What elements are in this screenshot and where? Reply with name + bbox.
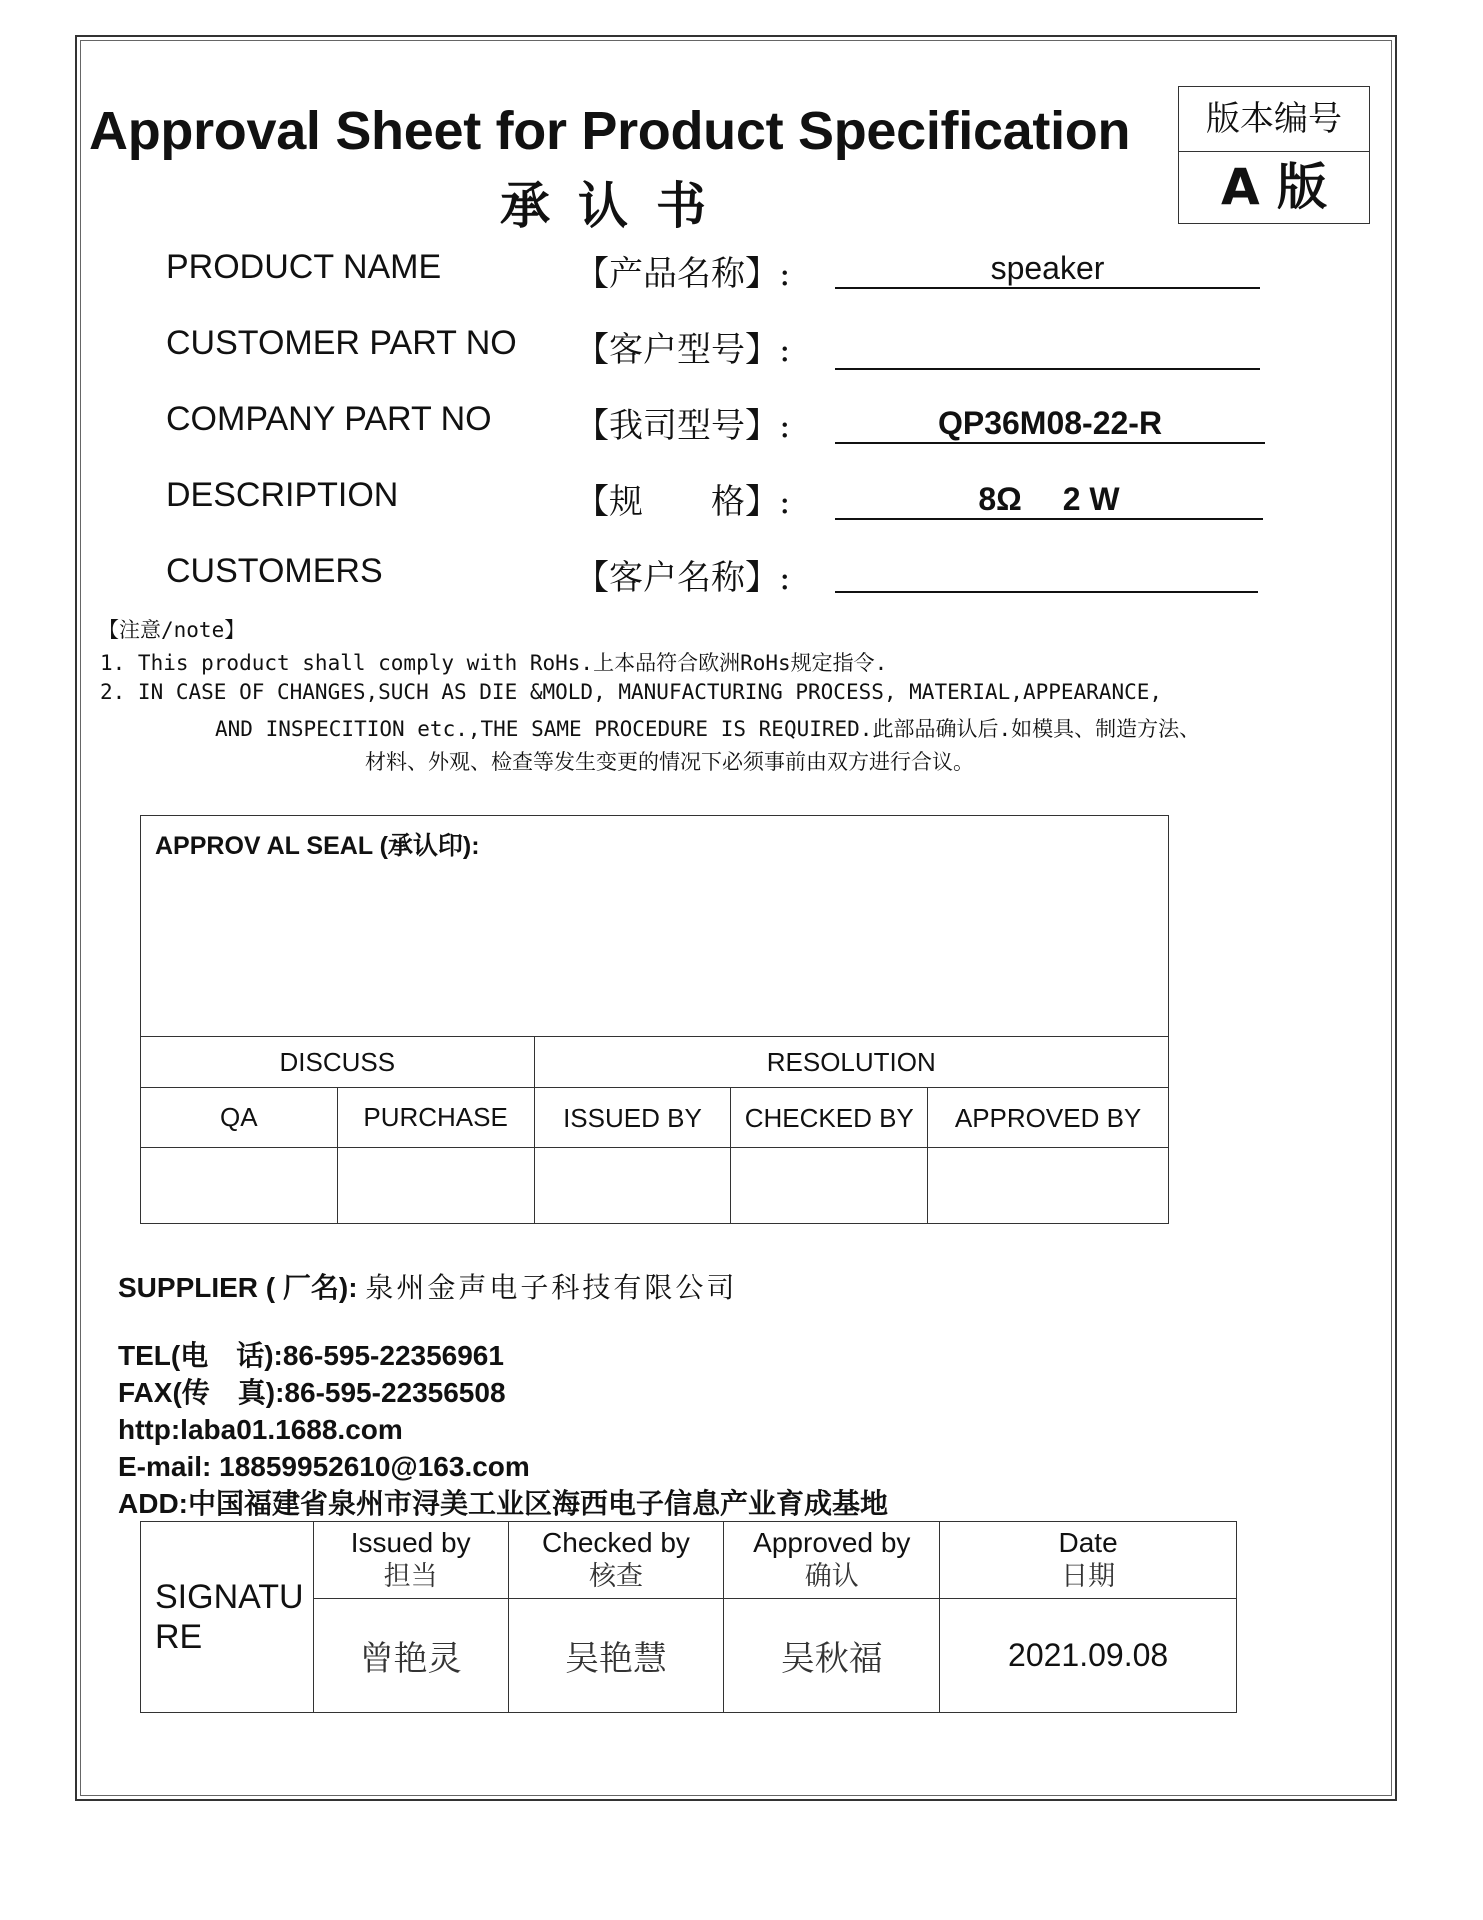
version-label: 版本编号 (1179, 87, 1369, 152)
purchase-cell (337, 1148, 534, 1224)
checked-by-header: CHECKED BY (731, 1088, 928, 1148)
field-value-product-name: speaker (835, 249, 1260, 289)
qa-header: QA (141, 1088, 338, 1148)
note-item-2-line-2: AND INSPECITION etc.,THE SAME PROCEDURE IS REQUIRED.此部品确认后.如模具、制造方法、 (215, 717, 1201, 741)
purchase-header: PURCHASE (337, 1088, 534, 1148)
field-label-customer-part-no-cn: 【客户型号】: (575, 330, 791, 370)
sig-header-date (940, 1522, 1237, 1599)
document-title: Approval Sheet for Product Specification (89, 101, 1131, 161)
sig-issued-name: 曾艳灵 (313, 1599, 508, 1713)
field-label-product-name: PRODUCT NAME (166, 248, 442, 286)
signature-label: SIGNATURE (141, 1522, 314, 1713)
sig-header-approved-cn: 确认 (804, 1561, 859, 1592)
note-item-2-line-1: 2. IN CASE OF CHANGES,SUCH AS DIE &MOLD, MANUFACTURING PROCESS, MATERIAL,APPEARANCE, (100, 680, 1163, 704)
supplier-tel: TEL(电 话):86-595-22356961 (118, 1340, 504, 1371)
sig-header-checked-en: Checked by (542, 1527, 690, 1558)
supplier-address: ADD:中国福建省泉州市浔美工业区海西电子信息产业育成基地 (118, 1488, 888, 1519)
field-label-customer-part-no: CUSTOMER PART NO (166, 324, 517, 362)
field-label-customers: CUSTOMERS (166, 552, 383, 590)
approval-seal-label: APPROV AL SEAL (承认印): (155, 832, 480, 860)
field-value-customers (835, 553, 1258, 593)
sig-checked-name: 吴艳慧 (508, 1599, 724, 1713)
sig-header-date-en: Date (1058, 1527, 1118, 1558)
field-label-customers-cn: 【客户名称】: (575, 558, 791, 598)
checked-by-cell (731, 1148, 928, 1224)
field-value-customer-part-no (835, 330, 1260, 370)
signature-table (140, 1521, 1237, 1713)
approval-seal-cell (141, 816, 1169, 1037)
note-item-1: 1. This product shall comply with RoHs.上本品符合欧洲RoHs规定指令. (100, 651, 888, 675)
sig-header-approved (724, 1522, 940, 1599)
qa-cell (141, 1148, 338, 1224)
field-label-product-name-cn: 【产品名称】: (575, 254, 791, 294)
supplier-label: SUPPLIER ( 厂名): (118, 1272, 358, 1303)
note-item-2-line-3: 材料、外观、检查等发生变更的情况下必须事前由双方进行合议。 (365, 750, 974, 774)
field-value-company-part-no: QP36M08-22-R (835, 404, 1265, 444)
field-label-description-cn: 【规 格】: (575, 482, 791, 522)
resolution-header: RESOLUTION (534, 1037, 1168, 1088)
sig-header-approved-en: Approved by (753, 1527, 911, 1558)
version-value: A 版 (1220, 158, 1328, 216)
field-label-description: DESCRIPTION (166, 476, 399, 514)
field-value-description: 8Ω 2 W (835, 480, 1263, 520)
approval-table (140, 815, 1169, 1224)
sig-header-issued-en: Issued by (350, 1527, 471, 1558)
issued-by-header: ISSUED BY (534, 1088, 731, 1148)
supplier-name: 泉州金声电子科技有限公司 (365, 1271, 738, 1304)
field-label-company-part-no: COMPANY PART NO (166, 400, 492, 438)
sig-header-issued-cn: 担当 (383, 1561, 438, 1592)
discuss-header: DISCUSS (141, 1037, 535, 1088)
sig-approved-name: 吴秋福 (724, 1599, 940, 1713)
supplier-line (118, 1266, 737, 1306)
sig-header-date-cn: 日期 (1061, 1561, 1116, 1592)
approved-by-header: APPROVED BY (928, 1088, 1169, 1148)
notes-heading: 【注意/note】 (98, 618, 246, 642)
sig-header-checked (508, 1522, 724, 1599)
version-box (1178, 86, 1370, 224)
document-subtitle: 承认书 (500, 178, 734, 234)
supplier-http: http:laba01.1688.com (118, 1414, 403, 1445)
supplier-email: E-mail: 18859952610@163.com (118, 1451, 530, 1482)
supplier-fax: FAX(传 真):86-595-22356508 (118, 1377, 506, 1408)
approved-by-cell (928, 1148, 1169, 1224)
sig-header-issued (313, 1522, 508, 1599)
field-label-company-part-no-cn: 【我司型号】: (575, 406, 791, 446)
issued-by-cell (534, 1148, 731, 1224)
sig-header-checked-cn: 核查 (588, 1561, 643, 1592)
sig-date-value: 2021.09.08 (940, 1599, 1237, 1713)
